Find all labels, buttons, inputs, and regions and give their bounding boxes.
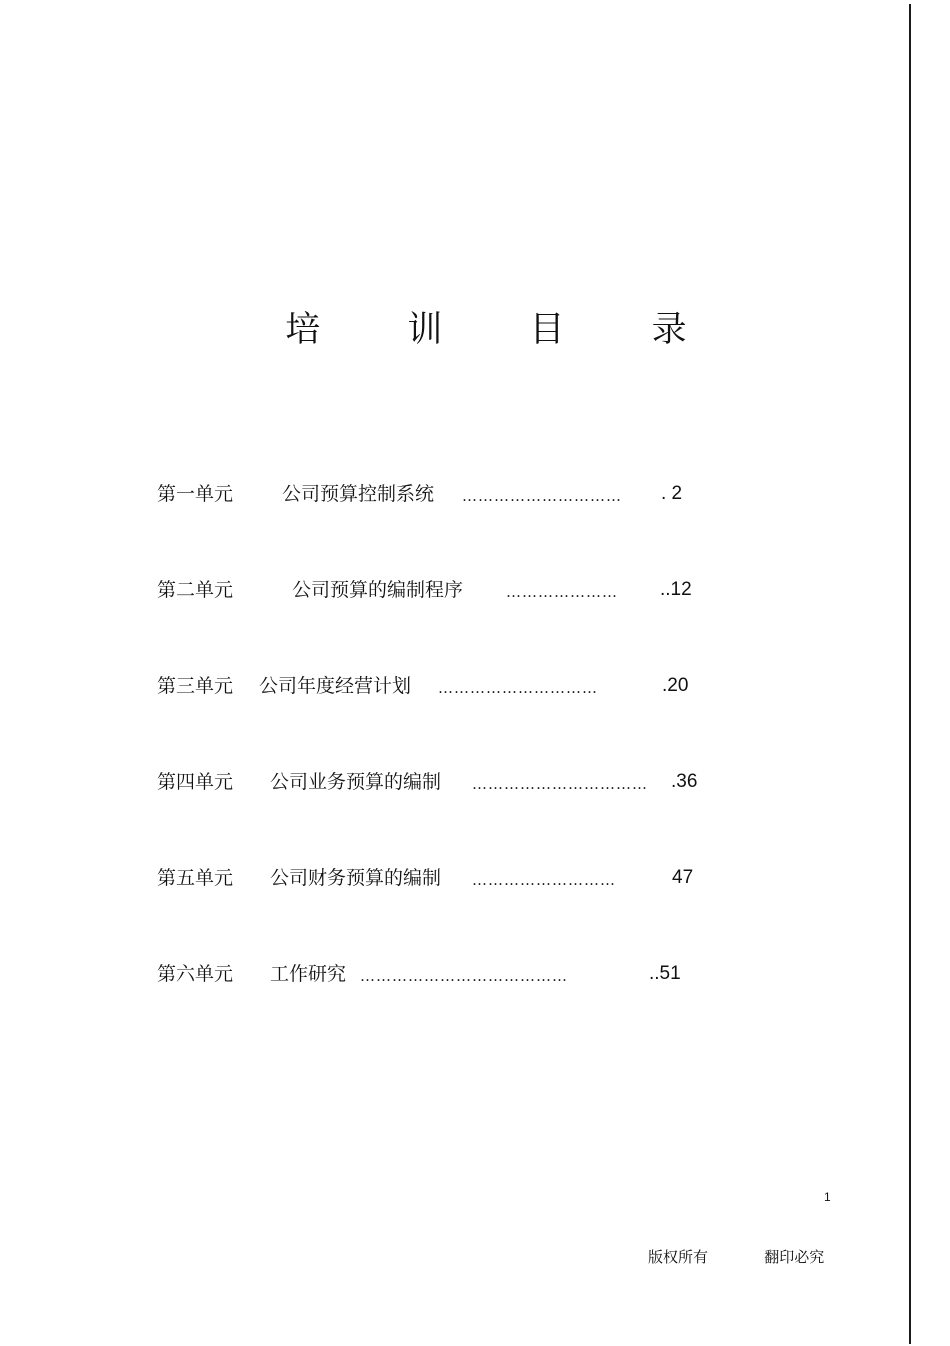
toc-dot-leader: ………………………………… [360,967,568,985]
toc-dot-leader: ………………… [506,583,618,601]
toc-unit-label: 第五单元 [157,867,234,889]
toc-entry-title: 工作研究 [270,963,347,985]
toc-page-number: ..12 [660,579,692,600]
toc-entry-title: 公司财务预算的编制 [270,867,442,889]
copyright-notice: 版权所有 翻印必究 [648,1248,825,1266]
page-number: 1 [824,1190,831,1204]
toc-unit-label: 第四单元 [157,771,234,793]
toc-page-number: ..51 [649,963,681,984]
document-title: 培 训 目 录 [285,310,725,350]
toc-unit-label: 第一单元 [157,483,234,505]
toc-page-number: . 2 [661,483,683,504]
toc-unit-label: 第三单元 [157,675,234,697]
toc-entry-title: 公司业务预算的编制 [270,771,442,793]
toc-entry-title: 公司年度经营计划 [259,675,412,697]
toc-entry-title: 公司预算控制系统 [282,483,435,505]
page-edge-line [909,4,911,1344]
toc-dot-leader: ………………………… [462,487,622,505]
toc-page-number: 47 [672,867,694,888]
toc-dot-leader: ……………………… [472,871,616,889]
toc-dot-leader: …………………………… [472,775,648,793]
toc-unit-label: 第六单元 [157,963,234,985]
toc-unit-label: 第二单元 [157,579,234,601]
toc-page-number: .36 [671,771,698,792]
toc-page-number: .20 [662,675,689,696]
toc-entry-title: 公司预算的编制程序 [292,579,464,601]
toc-dot-leader: ………………………… [438,679,598,697]
